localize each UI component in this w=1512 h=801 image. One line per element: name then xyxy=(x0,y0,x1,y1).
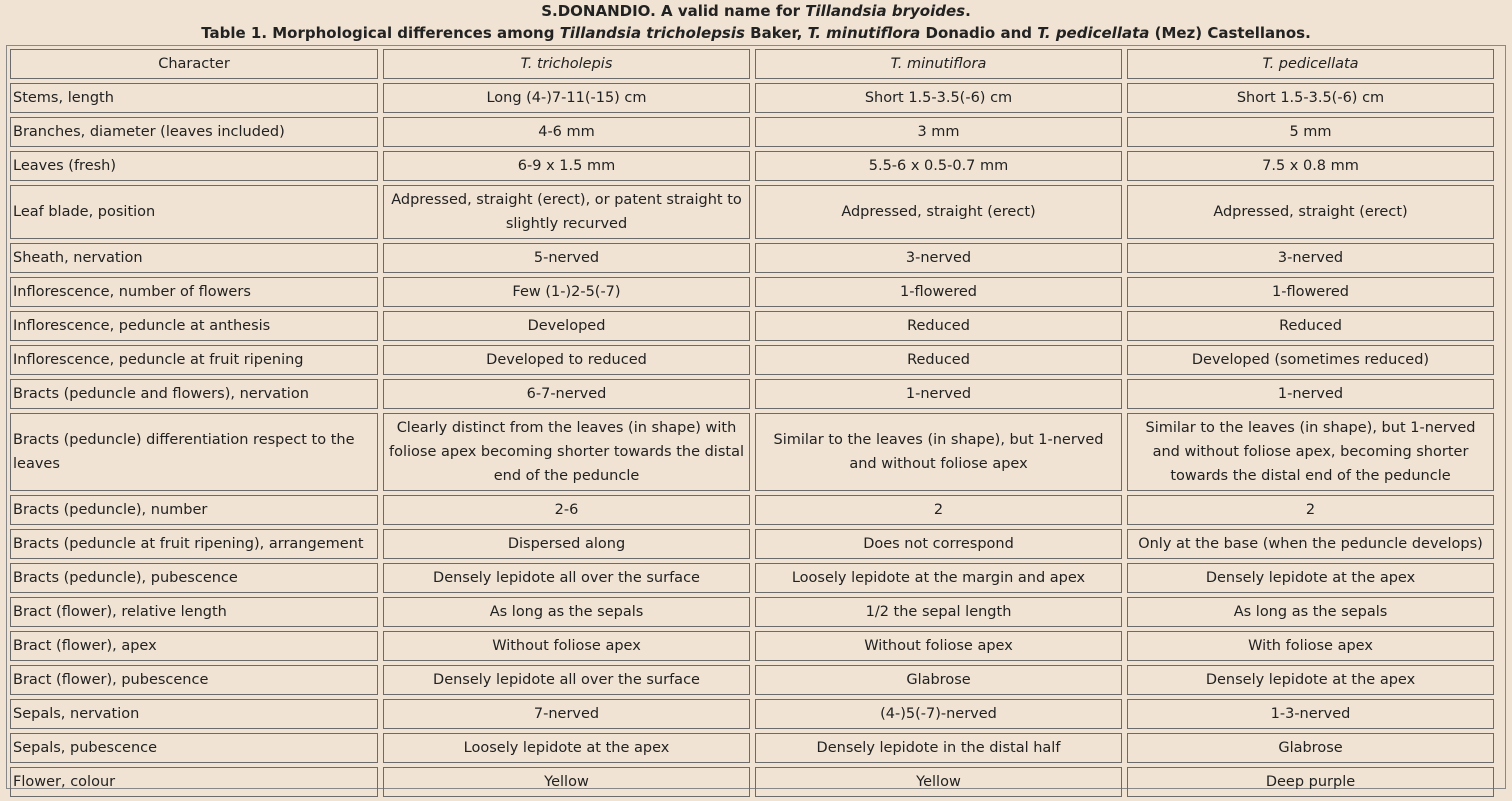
value-cell: As long as the sepals xyxy=(383,597,750,627)
title-prefix: S.DONANDIO. A valid name for xyxy=(541,2,806,20)
value-cell: Without foliose apex xyxy=(383,631,750,661)
value-cell: Does not correspond xyxy=(755,529,1122,559)
caption-species: T. minutiflora xyxy=(807,24,921,42)
value-cell: 2-6 xyxy=(383,495,750,525)
caption-part: Baker, xyxy=(744,24,808,42)
value-cell: Developed xyxy=(383,311,750,341)
value-cell: 4-6 mm xyxy=(383,117,750,147)
value-cell: Short 1.5-3.5(-6) cm xyxy=(1127,83,1494,113)
value-cell: Clearly distinct from the leaves (in shape) with foliose apex becoming shorter towards the distal end of the peduncle xyxy=(383,413,750,491)
value-cell: 2 xyxy=(1127,495,1494,525)
value-cell: 1-3-nerved xyxy=(1127,699,1494,729)
table-row xyxy=(10,311,1494,341)
value-cell: 7.5 x 0.8 mm xyxy=(1127,151,1494,181)
value-cell: Loosely lepidote at the margin and apex xyxy=(755,563,1122,593)
value-cell: As long as the sepals xyxy=(1127,597,1494,627)
table-row xyxy=(10,151,1494,181)
title-species: Tillandsia bryoides xyxy=(805,2,966,20)
caption-part: Table 1. Morphological differences among xyxy=(201,24,560,42)
value-cell: Only at the base (when the peduncle develops) xyxy=(1127,529,1494,559)
value-cell: With foliose apex xyxy=(1127,631,1494,661)
morphology-table xyxy=(5,45,1499,801)
value-cell: 5-nerved xyxy=(383,243,750,273)
character-cell: Inflorescence, peduncle at fruit ripening xyxy=(10,345,378,375)
value-cell: (4-)5(-7)-nerved xyxy=(755,699,1122,729)
table-row xyxy=(10,529,1494,559)
value-cell: 5.5-6 x 0.5-0.7 mm xyxy=(755,151,1122,181)
value-cell: 5 mm xyxy=(1127,117,1494,147)
value-cell: Similar to the leaves (in shape), but 1-nerved and without foliose apex, becoming shorter towards the distal end of the peduncle xyxy=(1127,413,1494,491)
character-cell: Bracts (peduncle at fruit ripening), arrangement xyxy=(10,529,378,559)
value-cell: Reduced xyxy=(755,345,1122,375)
value-cell: Glabrose xyxy=(755,665,1122,695)
table-row xyxy=(10,83,1494,113)
character-cell: Bracts (peduncle) differentiation respect to the leaves xyxy=(10,413,378,491)
character-cell: Inflorescence, number of flowers xyxy=(10,277,378,307)
value-cell: Reduced xyxy=(755,311,1122,341)
caption-species: Tillandsia tricholepsis xyxy=(559,24,745,42)
header-species: T. pedicellata xyxy=(1127,49,1494,79)
character-cell: Bracts (peduncle), pubescence xyxy=(10,563,378,593)
value-cell: 6-9 x 1.5 mm xyxy=(383,151,750,181)
table-row xyxy=(10,597,1494,627)
table-row xyxy=(10,243,1494,273)
title-line-1 xyxy=(0,0,1512,22)
table-row xyxy=(10,413,1494,491)
character-cell: Sepals, nervation xyxy=(10,699,378,729)
character-cell: Sepals, pubescence xyxy=(10,733,378,763)
character-cell: Bract (flower), relative length xyxy=(10,597,378,627)
value-cell: Densely lepidote all over the surface xyxy=(383,563,750,593)
value-cell: Short 1.5-3.5(-6) cm xyxy=(755,83,1122,113)
value-cell: 1/2 the sepal length xyxy=(755,597,1122,627)
value-cell: Without foliose apex xyxy=(755,631,1122,661)
page-title xyxy=(0,0,1512,45)
value-cell: Densely lepidote in the distal half xyxy=(755,733,1122,763)
value-cell: Deep purple xyxy=(1127,767,1494,797)
value-cell: 3-nerved xyxy=(1127,243,1494,273)
header-species: T. tricholepis xyxy=(383,49,750,79)
value-cell: 6-7-nerved xyxy=(383,379,750,409)
table-row xyxy=(10,345,1494,375)
value-cell: 3-nerved xyxy=(755,243,1122,273)
table-row xyxy=(10,495,1494,525)
table-row xyxy=(10,699,1494,729)
value-cell: Dispersed along xyxy=(383,529,750,559)
character-cell: Branches, diameter (leaves included) xyxy=(10,117,378,147)
title-suffix: . xyxy=(965,2,971,20)
table-frame xyxy=(6,45,1506,789)
character-cell: Bract (flower), pubescence xyxy=(10,665,378,695)
character-cell: Bract (flower), apex xyxy=(10,631,378,661)
header-species: T. minutiflora xyxy=(755,49,1122,79)
table-header-row xyxy=(10,49,1494,79)
value-cell: Densely lepidote all over the surface xyxy=(383,665,750,695)
caption-part: Donadio and xyxy=(920,24,1038,42)
table-row xyxy=(10,117,1494,147)
value-cell: Yellow xyxy=(383,767,750,797)
value-cell: Developed (sometimes reduced) xyxy=(1127,345,1494,375)
value-cell: Similar to the leaves (in shape), but 1-nerved and without foliose apex xyxy=(755,413,1122,491)
table-row xyxy=(10,185,1494,239)
character-cell: Bracts (peduncle and flowers), nervation xyxy=(10,379,378,409)
value-cell: Glabrose xyxy=(1127,733,1494,763)
value-cell: Few (1-)2-5(-7) xyxy=(383,277,750,307)
value-cell: 3 mm xyxy=(755,117,1122,147)
value-cell: 1-flowered xyxy=(755,277,1122,307)
table-row xyxy=(10,733,1494,763)
character-cell: Stems, length xyxy=(10,83,378,113)
character-cell: Leaves (fresh) xyxy=(10,151,378,181)
character-cell: Inflorescence, peduncle at anthesis xyxy=(10,311,378,341)
table-row xyxy=(10,277,1494,307)
value-cell: 1-nerved xyxy=(1127,379,1494,409)
value-cell: Adpressed, straight (erect), or patent straight to slightly recurved xyxy=(383,185,750,239)
header-character: Character xyxy=(10,49,378,79)
character-cell: Sheath, nervation xyxy=(10,243,378,273)
table-row xyxy=(10,563,1494,593)
value-cell: Reduced xyxy=(1127,311,1494,341)
value-cell: 1-nerved xyxy=(755,379,1122,409)
table-row xyxy=(10,379,1494,409)
character-cell: Bracts (peduncle), number xyxy=(10,495,378,525)
table-row xyxy=(10,767,1494,797)
value-cell: 1-flowered xyxy=(1127,277,1494,307)
value-cell: Densely lepidote at the apex xyxy=(1127,563,1494,593)
value-cell: Adpressed, straight (erect) xyxy=(755,185,1122,239)
value-cell: Long (4-)7-11(-15) cm xyxy=(383,83,750,113)
caption-part: (Mez) Castellanos. xyxy=(1149,24,1311,42)
value-cell: Developed to reduced xyxy=(383,345,750,375)
value-cell: Loosely lepidote at the apex xyxy=(383,733,750,763)
value-cell: Adpressed, straight (erect) xyxy=(1127,185,1494,239)
table-caption xyxy=(0,22,1512,45)
value-cell: 7-nerved xyxy=(383,699,750,729)
value-cell: Densely lepidote at the apex xyxy=(1127,665,1494,695)
character-cell: Flower, colour xyxy=(10,767,378,797)
value-cell: 2 xyxy=(755,495,1122,525)
table-row xyxy=(10,665,1494,695)
character-cell: Leaf blade, position xyxy=(10,185,378,239)
value-cell: Yellow xyxy=(755,767,1122,797)
table-row xyxy=(10,631,1494,661)
caption-species: T. pedicellata xyxy=(1037,24,1150,42)
